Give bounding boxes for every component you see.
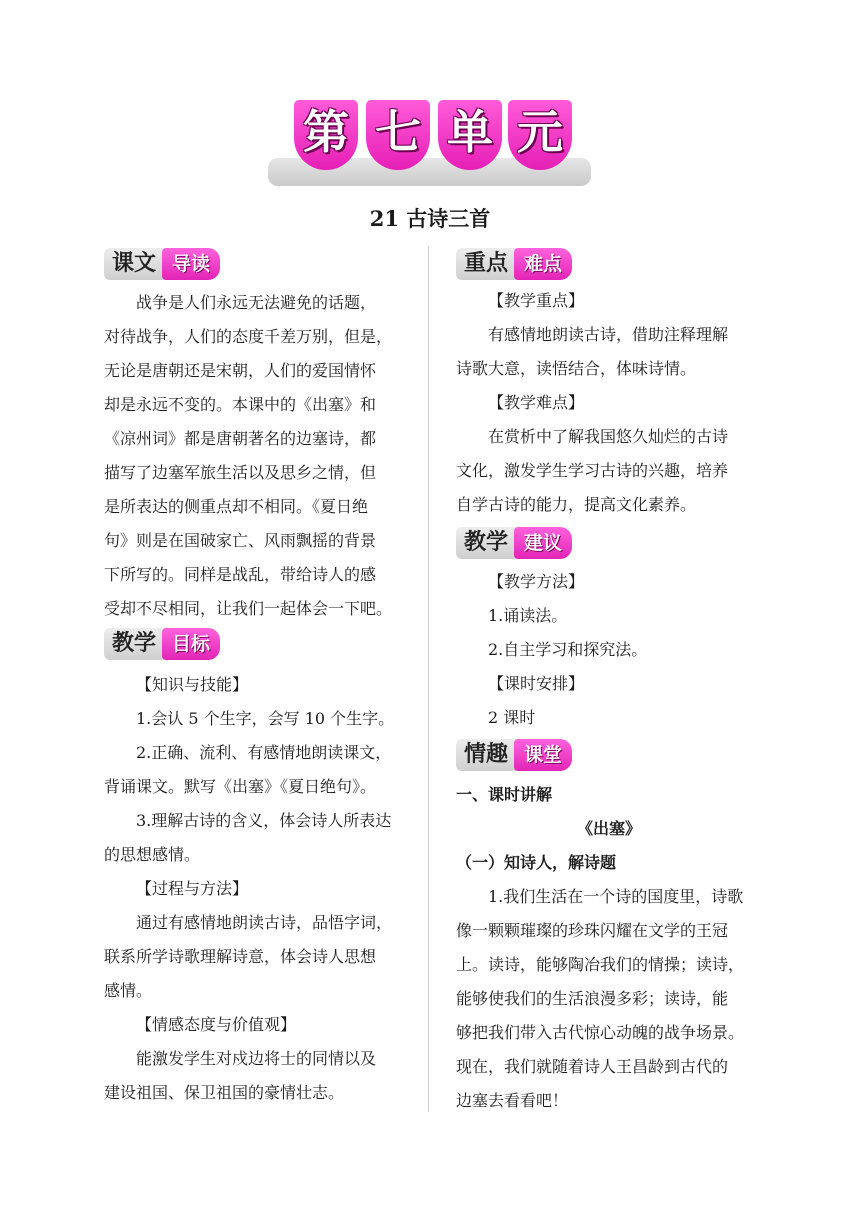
text-line: 建设祖国、保卫祖国的豪情壮志。 [104, 1083, 345, 1102]
text-line: 下所写的。同样是战乱，带给诗人的感 [104, 565, 377, 584]
advice-list [456, 565, 756, 735]
text-line: 边塞去看看吧！ [456, 1091, 569, 1110]
goals-list [104, 668, 414, 1110]
text-line: 现在，我们就随着诗人王昌龄到古代的 [456, 1057, 729, 1076]
lesson-title: 21 古诗三首 [369, 206, 491, 231]
text-line: 却是永远不变的。本课中的《出塞》和 [104, 395, 377, 414]
section-header-dark: 课文 [104, 248, 164, 280]
banner-char: 单 [438, 100, 502, 170]
class-text [456, 778, 762, 1118]
text-line: 【课时安排】 [488, 674, 585, 693]
text-line: 句》则是在国破家亡、风雨飘摇的背景 [104, 531, 377, 550]
text-line: 3.理解古诗的含义，体会诗人所表达 [136, 811, 392, 830]
focus-list [456, 284, 756, 522]
section-header-dark: 教学 [456, 527, 516, 559]
column-divider [428, 246, 429, 1112]
text-line: 背诵课文。默写《出塞》《夏日绝句》。 [104, 777, 377, 796]
text-line: 在赏析中了解我国悠久灿烂的古诗 [488, 427, 729, 446]
section-header-class [456, 738, 572, 772]
text-line: 2.自主学习和探究法。 [488, 640, 648, 659]
section-header-pink: 建议 [514, 527, 572, 559]
text-line: 像一颗颗璀璨的珍珠闪耀在文学的王冠 [456, 921, 729, 940]
text-line: 上。读诗，能够陶冶我们的情操；读诗， [456, 955, 745, 974]
section-header-advice [456, 526, 572, 560]
text-line: （一）知诗人，解诗题 [456, 853, 617, 872]
text-line: 联系所学诗歌理解诗意，体会诗人思想 [104, 947, 377, 966]
section-header-pink: 课堂 [514, 739, 572, 771]
section-header-pink: 难点 [514, 248, 572, 280]
text-line: 1.会认 5 个生字，会写 10 个生字。 [136, 709, 395, 728]
text-line: 能够使我们的生活浪漫多彩；读诗，能 [456, 989, 729, 1008]
text-line: 【情感态度与价值观】 [136, 1015, 297, 1034]
text-line: 2.正确、流利、有感情地朗读课文， [136, 743, 392, 762]
text-line: 《凉州词》都是唐朝著名的边塞诗，都 [104, 429, 377, 448]
text-line: 是所表达的侧重点却不相同。《夏日绝 [104, 497, 369, 516]
section-header-dark: 情趣 [456, 739, 516, 771]
text-line: 1.我们生活在一个诗的国度里，诗歌 [488, 887, 744, 906]
text-line: 【教学难点】 [488, 393, 585, 412]
text-line: 描写了边塞军旅生活以及思乡之情，但 [104, 463, 377, 482]
banner-char: 第 [294, 100, 358, 170]
text-line: 感情。 [104, 981, 153, 1000]
intro-text [104, 286, 406, 626]
text-line: 【教学方法】 [488, 572, 585, 591]
text-line: 文化，激发学生学习古诗的兴趣，培养 [456, 461, 729, 480]
section-header-pink: 目标 [162, 628, 220, 660]
text-line: 《出塞》 [576, 819, 641, 838]
text-line: 2 课时 [488, 708, 536, 727]
section-header-guide [104, 247, 220, 281]
banner-char: 七 [366, 100, 430, 170]
banner-char: 元 [508, 100, 572, 170]
text-line: 【教学重点】 [488, 291, 585, 310]
text-line: 1.诵读法。 [488, 606, 568, 625]
section-header-goals [104, 627, 220, 661]
text-line: 无论是唐朝还是宋朝，人们的爱国情怀 [104, 361, 377, 380]
text-line: 能激发学生对戍边将士的同情以及 [136, 1049, 377, 1068]
section-header-focus [456, 247, 572, 281]
unit-banner [268, 100, 591, 186]
text-line: 【知识与技能】 [136, 675, 249, 694]
text-line: 自学古诗的能力，提高文化素养。 [456, 495, 697, 514]
section-header-pink: 导读 [162, 248, 220, 280]
text-line: 的思想感情。 [104, 845, 201, 864]
text-line: 对待战争，人们的态度千差万别，但是， [104, 327, 393, 346]
text-line: 一、课时讲解 [456, 785, 553, 804]
text-line: 受却不尽相同，让我们一起体会一下吧。 [104, 599, 393, 618]
text-line: 通过有感情地朗读古诗，品悟字词， [136, 913, 393, 932]
text-line: 够把我们带入古代惊心动魄的战争场景。 [456, 1023, 745, 1042]
text-line: 【过程与方法】 [136, 879, 249, 898]
text-line: 诗歌大意，读悟结合，体味诗情。 [456, 359, 697, 378]
text-line: 有感情地朗读古诗，借助注释理解 [488, 325, 729, 344]
section-header-dark: 教学 [104, 628, 164, 660]
section-header-dark: 重点 [456, 248, 516, 280]
text-line: 战争是人们永远无法避免的话题， [136, 293, 377, 312]
